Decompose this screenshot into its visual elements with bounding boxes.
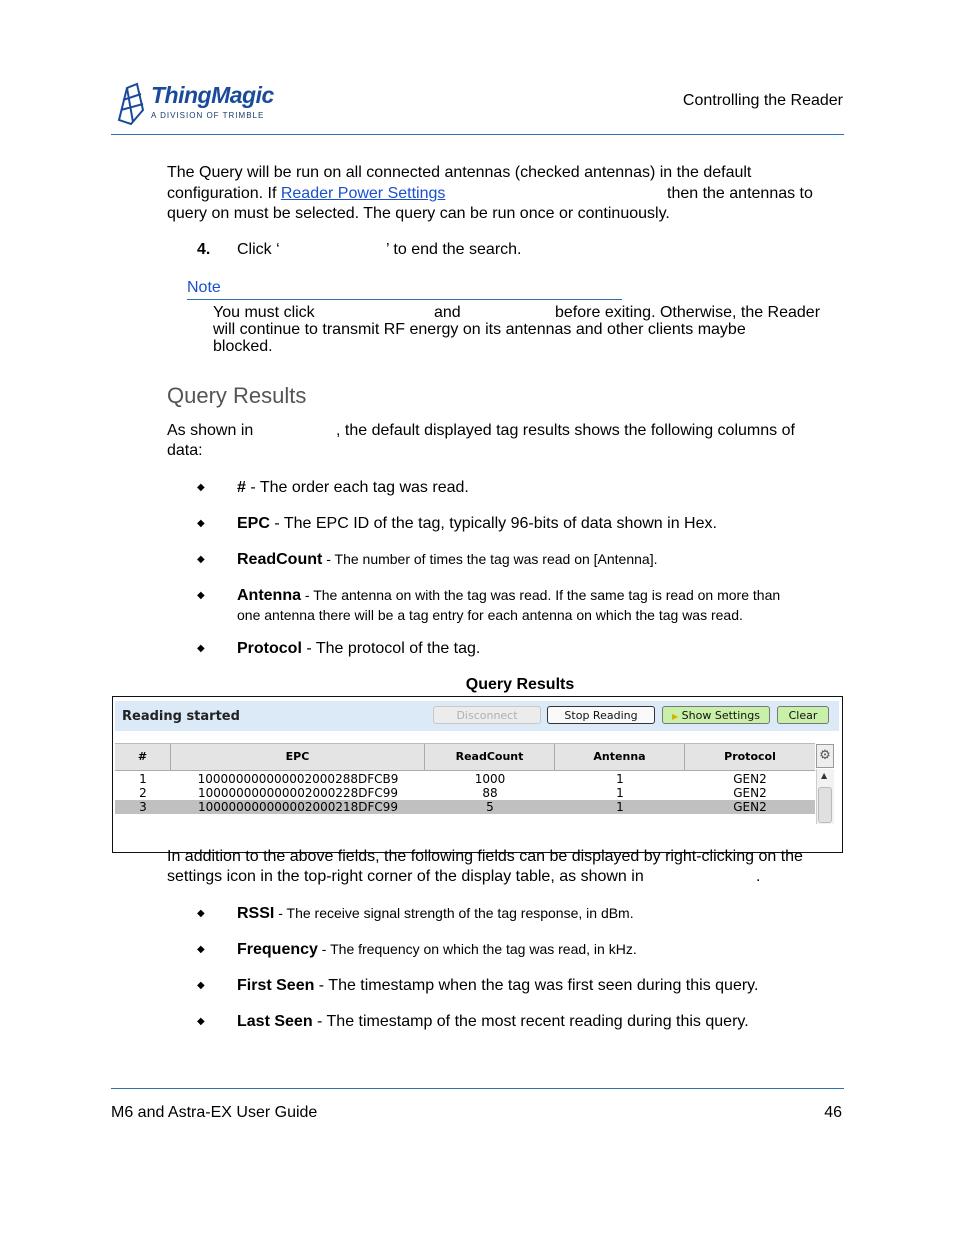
col-header-antenna[interactable]: Antenna xyxy=(555,744,685,770)
step-text-pre: Click ‘ xyxy=(237,241,280,258)
cell-antenna: 1 xyxy=(616,786,624,800)
list-desc: - The receive signal strength of the tag response, in dBm. xyxy=(274,905,634,921)
table-row[interactable] xyxy=(115,786,815,800)
header-rule xyxy=(111,134,844,135)
list-desc-continued: one antenna there will be a tag entry for each antenna on which the tag was read. xyxy=(237,607,743,623)
list-item xyxy=(237,976,758,996)
bullet-icon: ◆ xyxy=(197,554,205,565)
stop-reading-button[interactable]: Stop Reading xyxy=(547,706,655,724)
scrollbar-thumb[interactable] xyxy=(818,787,832,823)
intro-line-2-post: then the antennas to xyxy=(667,185,813,202)
query-results-panel xyxy=(112,696,843,853)
list-desc: - The frequency on which the tag was read, in kHz. xyxy=(317,941,637,957)
logo-subtitle: A DIVISION OF TRIMBLE xyxy=(151,111,265,120)
intro-line-2-pre: configuration. If xyxy=(167,185,281,202)
cell-antenna: 1 xyxy=(616,800,624,814)
cell-protocol: GEN2 xyxy=(733,772,767,786)
section-header: Controlling the Reader xyxy=(682,92,843,109)
list-term: Protocol xyxy=(237,640,302,657)
list-term: Last Seen xyxy=(237,1013,313,1030)
bullet-icon: ◆ xyxy=(197,482,205,493)
list-desc: - The number of times the tag was read on [Antenna]. xyxy=(322,551,658,567)
intro-line-1: The Query will be run on all connected antennas (checked antennas) in the default xyxy=(167,164,752,181)
footer-rule xyxy=(111,1088,844,1089)
cell-protocol: GEN2 xyxy=(733,786,767,800)
after-line-2: settings icon in the top-right corner of the display table, as shown in xyxy=(167,868,644,885)
cell-epc: 100000000000002000228DFC99 xyxy=(197,786,399,800)
clear-button[interactable]: Clear xyxy=(777,706,829,724)
col-header-epc[interactable]: EPC xyxy=(171,744,425,770)
list-term: RSSI xyxy=(237,905,275,922)
table-row[interactable] xyxy=(115,800,815,814)
shown-post: , the default displayed tag results shows the following columns of xyxy=(336,422,795,439)
list-desc: - The timestamp when the tag was first seen during this query. xyxy=(314,977,759,994)
cell-number: 1 xyxy=(139,772,147,786)
reading-status: Reading started xyxy=(122,709,240,724)
disconnect-button[interactable]: Disconnect xyxy=(433,706,541,724)
note-rule xyxy=(187,299,622,300)
note-line-1-a: You must click xyxy=(213,304,315,321)
note-line-2: will continue to transmit RF energy on its antennas and other clients maybe xyxy=(213,321,746,338)
page-number: 46 xyxy=(824,1104,842,1121)
list-item xyxy=(237,586,780,606)
cell-epc: 100000000000002000218DFC99 xyxy=(197,800,399,814)
cell-protocol: GEN2 xyxy=(733,800,767,814)
bullet-icon: ◆ xyxy=(197,643,205,654)
after-line-1: In addition to the above fields, the following fields can be displayed by right-clicking on the xyxy=(167,848,803,865)
bullet-icon: ◆ xyxy=(197,944,205,955)
logo-word: ThingMagic xyxy=(151,82,274,108)
list-item xyxy=(237,514,717,534)
bullet-icon: ◆ xyxy=(197,980,205,991)
step-number: 4. xyxy=(197,241,211,258)
cell-epc: 100000000000002000288DFCB9 xyxy=(197,772,399,786)
cell-readcount: 1000 xyxy=(474,772,506,786)
settings-gear-icon[interactable]: ⚙ xyxy=(816,744,834,768)
after-line-2-end: . xyxy=(756,868,761,885)
figure-caption: Query Results xyxy=(465,676,575,693)
col-header-protocol[interactable]: Protocol xyxy=(724,750,776,763)
scroll-up-icon[interactable]: ▲ xyxy=(821,771,828,780)
list-term: First Seen xyxy=(237,977,315,994)
cell-number: 2 xyxy=(139,786,147,800)
thingmagic-logo xyxy=(113,78,283,128)
list-desc: - The order each tag was read. xyxy=(245,479,469,496)
shown-line-2: data: xyxy=(167,442,203,459)
list-term: Antenna xyxy=(237,587,301,604)
list-item xyxy=(237,904,634,924)
play-icon: ▶ xyxy=(672,712,679,721)
table-row[interactable] xyxy=(115,772,815,786)
status-bar xyxy=(115,701,839,731)
list-term: EPC xyxy=(237,515,270,532)
cell-number: 3 xyxy=(139,800,147,814)
note-line-3: blocked. xyxy=(213,338,273,355)
cell-antenna: 1 xyxy=(616,772,624,786)
section-heading: Query Results xyxy=(167,383,307,408)
list-desc: - The timestamp of the most recent reading during this query. xyxy=(312,1013,749,1030)
logo-emblem-icon xyxy=(113,80,151,126)
show-settings-button[interactable] xyxy=(662,706,770,724)
cell-readcount: 88 xyxy=(482,786,498,800)
list-desc: - The EPC ID of the tag, typically 96-bits of data shown in Hex. xyxy=(269,515,717,532)
note-line-1-c: before exiting. Otherwise, the Reader xyxy=(555,304,821,321)
list-term: ReadCount xyxy=(237,551,323,568)
note-title: Note xyxy=(187,279,221,296)
shown-pre: As shown in xyxy=(167,422,254,439)
footer-title: M6 and Astra-EX User Guide xyxy=(111,1104,318,1121)
list-item xyxy=(237,639,480,659)
intro-line-3: query on must be selected. The query can be run once or continuously. xyxy=(167,205,670,222)
table-scrollbar[interactable] xyxy=(816,769,834,824)
note-line-1-b: and xyxy=(434,304,461,321)
list-item xyxy=(237,478,469,498)
col-header-readcount[interactable]: ReadCount xyxy=(425,744,555,770)
bullet-icon: ◆ xyxy=(197,518,205,529)
list-item xyxy=(237,550,657,570)
cell-readcount: 5 xyxy=(486,800,494,814)
step-text-post: ’ to end the search. xyxy=(386,241,522,258)
list-term: Frequency xyxy=(237,941,318,958)
bullet-icon: ◆ xyxy=(197,1016,205,1027)
reader-power-settings-link[interactable]: Reader Power Settings xyxy=(280,185,446,202)
list-desc: - The antenna on with the tag was read. If the same tag is read on more than xyxy=(301,587,781,603)
list-item xyxy=(237,940,637,960)
col-header-number[interactable]: # xyxy=(115,744,171,770)
intro-line-2 xyxy=(167,184,445,204)
list-term: # xyxy=(237,479,246,496)
bullet-icon: ◆ xyxy=(197,908,205,919)
bullet-icon: ◆ xyxy=(197,590,205,601)
list-item xyxy=(237,1012,749,1032)
table-header xyxy=(115,743,815,771)
show-settings-label: Show Settings xyxy=(681,709,760,722)
list-desc: - The protocol of the tag. xyxy=(301,640,481,657)
